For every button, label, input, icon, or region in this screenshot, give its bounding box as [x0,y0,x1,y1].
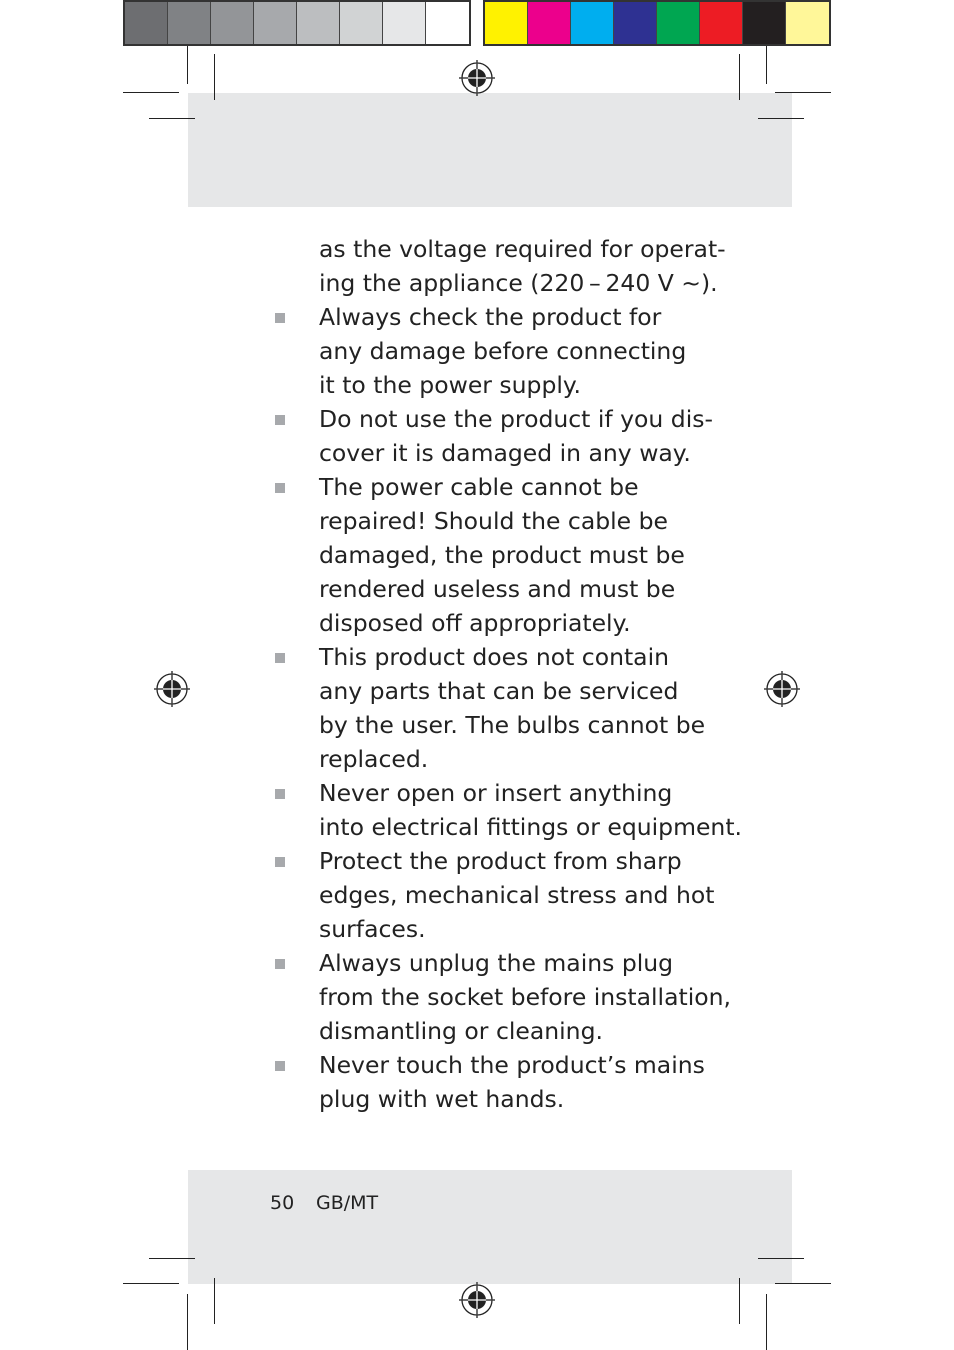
registration-mark-icon [459,60,495,96]
crop-mark [149,118,195,119]
text-line: Protect the product from sharp [319,847,682,875]
text-line: from the socket before installation, [319,983,731,1011]
list-item [270,470,690,640]
text-line: edges, mechanical stress and hot [319,881,715,909]
text-line: This product does not contain [319,643,669,671]
text-line: as the voltage required for operat- [319,235,726,263]
intro-paragraph [270,232,726,300]
list-item [270,640,706,776]
color-swatch [168,2,211,44]
color-swatch [700,2,743,44]
crop-mark [766,1294,767,1350]
list-item-text [270,300,690,402]
color-swatch [383,2,426,44]
color-swatch [786,2,829,44]
crop-mark [123,1283,179,1284]
safety-instructions [270,232,743,1116]
text-line: Always unplug the mains plug [319,949,674,977]
text-line: it to the power supply. [319,371,581,399]
text-line: Never open or insert anything [319,779,673,807]
text-line: Always check the product for [319,303,662,331]
color-swatch [340,2,383,44]
crop-mark [123,92,179,93]
list-item-text [270,1048,705,1116]
text-line: surfaces. [319,915,426,943]
list-item [270,1048,705,1116]
gray-calibration-strip [123,0,471,46]
list-item [270,776,743,844]
list-item-text [270,776,743,844]
list-item [270,300,690,402]
color-calibration-strip [483,0,831,46]
list-item [270,946,731,1048]
color-swatch [211,2,254,44]
crop-mark [187,46,188,84]
square-bullet-icon [275,415,285,425]
text-line: any parts that can be serviced [319,677,679,705]
page-number: 50 [270,1192,295,1214]
crop-mark [775,1283,831,1284]
text-line: into electrical fittings or equipment. [319,813,743,841]
crop-mark [149,1258,195,1259]
square-bullet-icon [275,857,285,867]
text-line: rendered useless and must be [319,575,676,603]
crop-mark [739,54,740,100]
list-item-text [270,402,713,470]
square-bullet-icon [275,483,285,493]
color-swatch [657,2,700,44]
registration-mark-icon [764,671,800,707]
color-swatch [571,2,614,44]
text-line: replaced. [319,745,429,773]
square-bullet-icon [275,653,285,663]
registration-mark-icon [459,1282,495,1318]
crop-mark [214,1278,215,1324]
crop-mark [214,54,215,100]
text-line: dismantling or cleaning. [319,1017,603,1045]
color-swatch [743,2,786,44]
square-bullet-icon [275,1061,285,1071]
text-line: plug with wet hands. [319,1085,565,1113]
text-line: disposed off appropriately. [319,609,631,637]
color-swatch [614,2,657,44]
registration-mark-icon [154,671,190,707]
crop-mark [766,46,767,84]
text-line: The power cable cannot be [319,473,639,501]
header-band [188,93,792,207]
list-item-text [270,844,715,946]
text-line: Do not use the product if you dis- [319,405,713,433]
color-swatch [297,2,340,44]
text-line: any damage before connecting [319,337,687,365]
text-line: cover it is damaged in any way. [319,439,691,467]
text-line: by the user. The bulbs cannot be [319,711,706,739]
text-line: repaired! Should the cable be [319,507,668,535]
crop-mark [739,1278,740,1324]
color-swatch [254,2,297,44]
crop-mark [775,92,831,93]
list-item-text [270,946,731,1048]
color-swatch [125,2,168,44]
crop-mark [758,1258,804,1259]
square-bullet-icon [275,313,285,323]
crop-mark [758,118,804,119]
language-code: GB/MT [316,1192,379,1214]
color-swatch [426,2,469,44]
square-bullet-icon [275,789,285,799]
list-item-text [270,640,706,776]
text-line: damaged, the product must be [319,541,685,569]
footer-band [188,1170,792,1284]
square-bullet-icon [275,959,285,969]
color-swatch [528,2,571,44]
list-item [270,844,715,946]
crop-mark [187,1294,188,1350]
list-item [270,402,713,470]
text-line: Never touch the product’s mains [319,1051,705,1079]
color-swatch [485,2,528,44]
text-line: ing the appliance (220 – 240 V ~). [319,269,718,297]
list-item-text [270,470,690,640]
